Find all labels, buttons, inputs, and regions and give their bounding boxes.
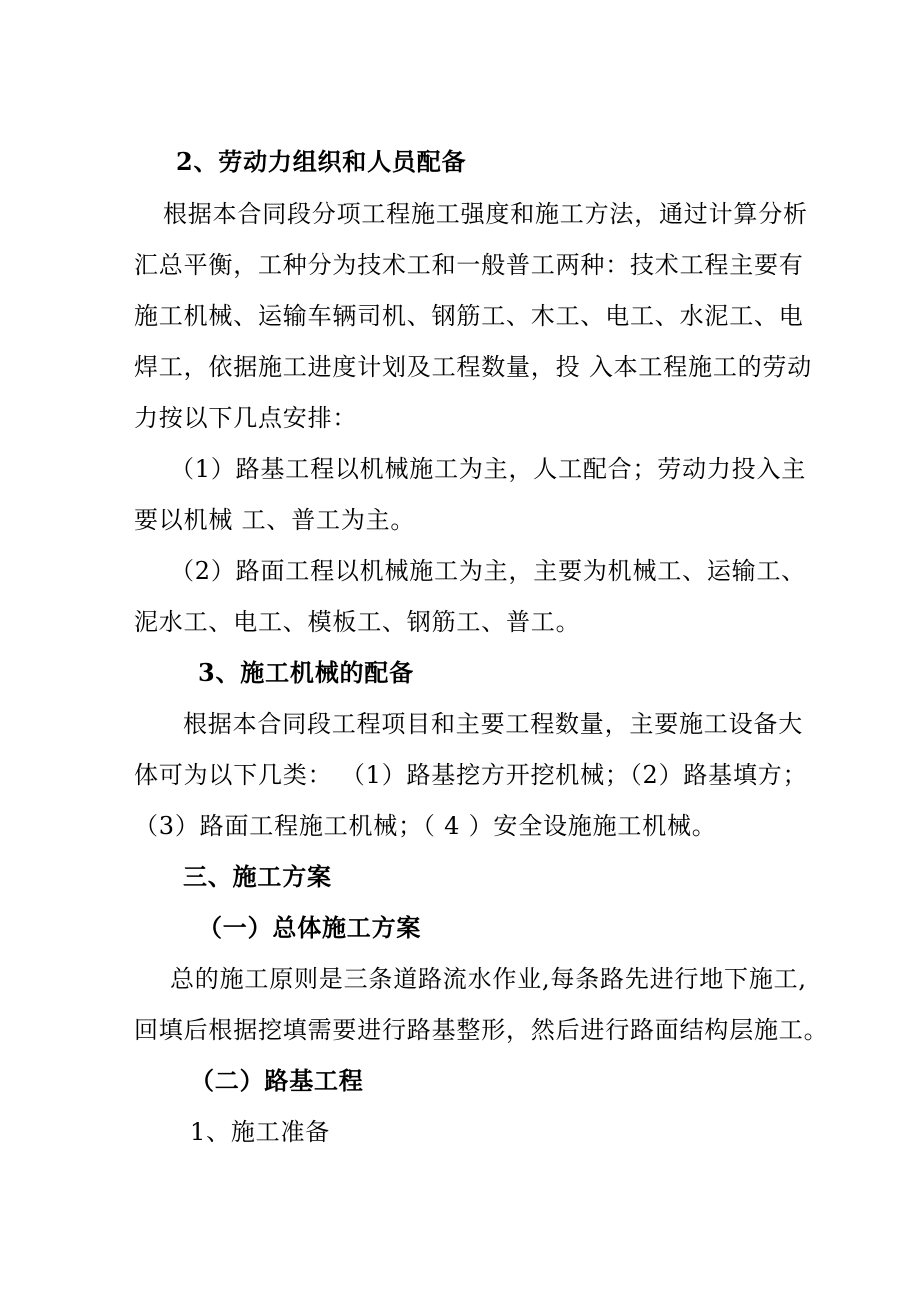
- section-heading-labor: 2、劳动力组织和人员配备: [176, 147, 467, 176]
- paragraph-line: （3）路面工程施工机械；（ 4 ）安全设施施工机械。: [134, 812, 717, 840]
- paragraph-line: 汇总平衡，工种分为技术工和一般普工两种：技术工程主要有: [134, 251, 804, 279]
- paragraph-line: 焊工，依据施工进度计划及工程数量，投 入本工程施工的劳动: [134, 353, 813, 381]
- paragraph-line: 体可为以下几类： （1）路基挖方开挖机械；（2）路基填方；: [134, 761, 808, 789]
- paragraph-line: 总的施工原则是三条道路流水作业,每条路先进行地下施工,: [170, 965, 807, 993]
- subsection-heading-overall-plan: （一）总体施工方案: [198, 913, 422, 942]
- list-item-line: 泥水工、电工、模板工、钢筋工、普工。: [134, 608, 581, 636]
- paragraph-line: 回填后根据挖填需要进行路基整形，然后进行路面结构层施工。: [134, 1016, 829, 1044]
- paragraph-line: 力按以下几点安排：: [134, 404, 358, 432]
- paragraph-line: 施工机械、运输车辆司机、钢筋工、木工、电工、水泥工、电: [134, 302, 804, 330]
- list-item-line: （1）路基工程以机械施工为主，人工配合；劳动力投入主: [170, 455, 807, 483]
- section-heading-machinery: 3、施工机械的配备: [198, 658, 414, 687]
- chapter-heading-construction-plan: 三、施工方案: [183, 862, 332, 891]
- paragraph-line: 根据本合同段工程项目和主要工程数量，主要施工设备大: [183, 710, 803, 738]
- subsection-heading-subgrade: （二）路基工程: [190, 1066, 364, 1095]
- list-item-line: （2）路面工程以机械施工为主，主要为机械工、运输工、: [170, 557, 807, 585]
- list-item-line: 要以机械 工、普工为主。: [134, 506, 416, 534]
- paragraph-line: 根据本合同段分项工程施工强度和施工方法，通过计算分析: [163, 200, 808, 228]
- list-item-preparation: 1、施工准备: [190, 1118, 331, 1146]
